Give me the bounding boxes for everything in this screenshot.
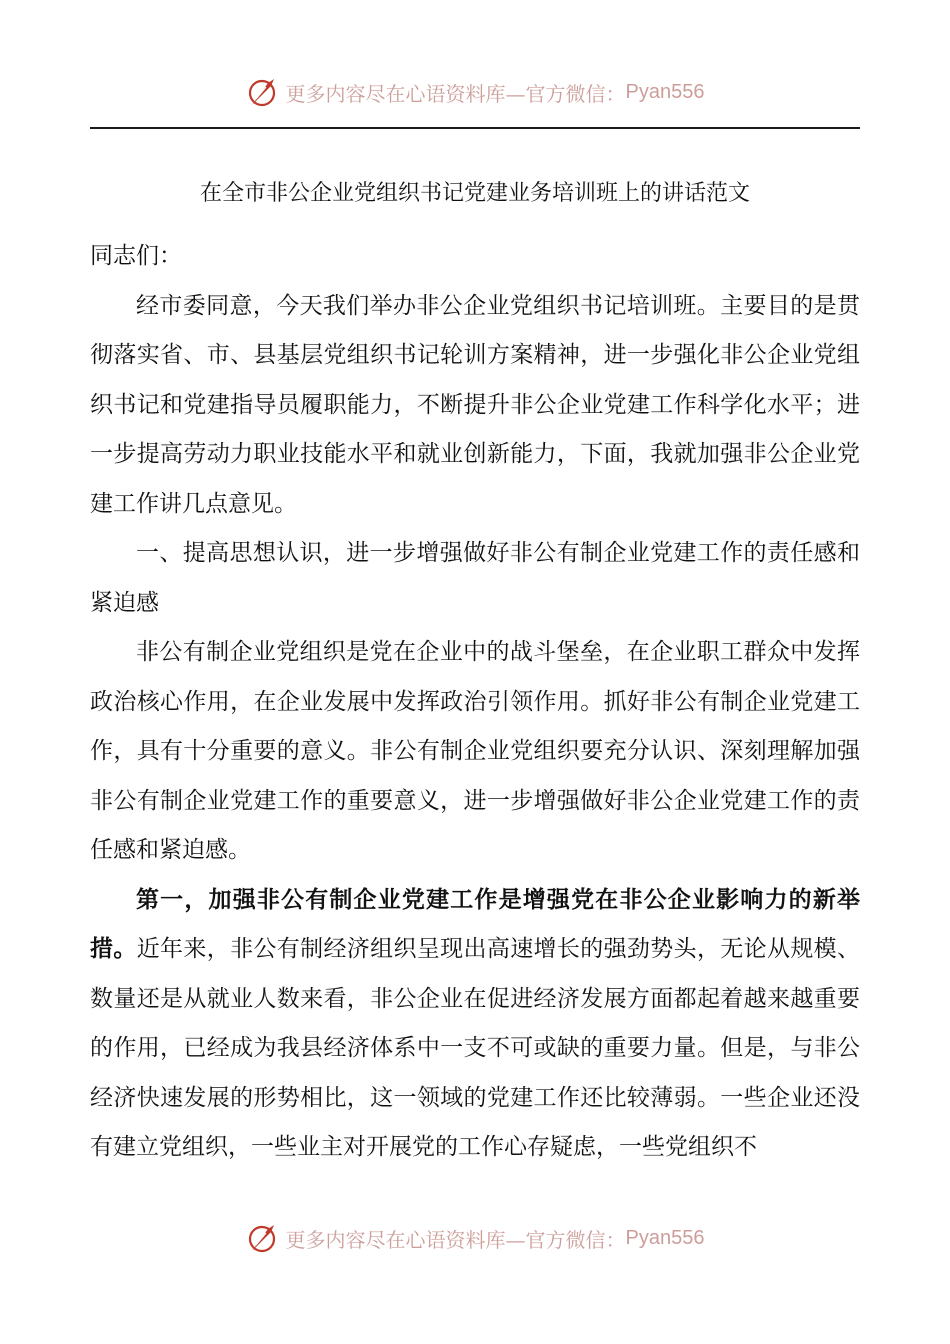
footer-banner bbox=[0, 1218, 950, 1258]
quill-pen-logo-icon bbox=[246, 75, 280, 109]
document-title: 在全市非公企业党组织书记党建业务培训班上的讲话范文 bbox=[199, 181, 750, 206]
salutation: 同志们： bbox=[90, 243, 182, 269]
footer-banner-text: 更多内容尽在心语资料库—官方微信： bbox=[285, 1227, 626, 1252]
paragraph-intro: 经市委同意，今天我们举办非公企业党组织书记培训班。主要目的是贯彻落实省、市、县基层党组织书记轮训方案精神，进一步强化非公企业党组织书记和党建指导员履职能力，不断提升非公企业党建工作科学化水平；进一步提高劳动力职业技能水平和就业创新能力，下面，我就加强非公企业党建工作讲几点意见。 bbox=[90, 292, 860, 517]
paragraph-point-one bbox=[90, 876, 860, 1173]
document-body bbox=[90, 232, 860, 1173]
point-one-heading: 第一，加强非公有制企业党建工作是增强党在非公企业影响力的新举措。 bbox=[90, 886, 860, 962]
footer-wechat-id: Pyan556 bbox=[625, 1226, 705, 1249]
header-wechat-id: Pyan556 bbox=[625, 80, 705, 103]
paragraph-section-one: 非公有制企业党组织是党在企业中的战斗堡垒，在企业职工群众中发挥政治核心作用，在企业发展中发挥政治引领作用。抓好非公有制企业党建工作，具有十分重要的意义。非公有制企业党组织要充分认识、深刻理解加强非公有制企业党建工作的重要意义，进一步增强做好非公企业党建工作的责任感和紧迫感。 bbox=[90, 639, 860, 863]
section-heading-one: 一、提高思想认识，进一步增强做好非公有制企业党建工作的责任感和紧迫感 bbox=[90, 540, 860, 616]
header-banner bbox=[0, 72, 950, 112]
quill-pen-logo-icon bbox=[246, 1221, 280, 1255]
header-rule bbox=[90, 127, 860, 129]
header-banner-text: 更多内容尽在心语资料库—官方微信： bbox=[285, 81, 626, 106]
point-one-body: 近年来，非公有制经济组织呈现出高速增长的强劲势头，无论从规模、数量还是从就业人数来看，非公企业在促进经济发展方面都起着越来越重要的作用，已经成为我县经济体系中一支不可或缺的重要力量。但是，与非公经济快速发展的形势相比，这一领域的党建工作还比较薄弱。一些企业还没有建立党组织，一些业主对开展党的工作心存疑虑，一些党组织不 bbox=[90, 936, 860, 1160]
